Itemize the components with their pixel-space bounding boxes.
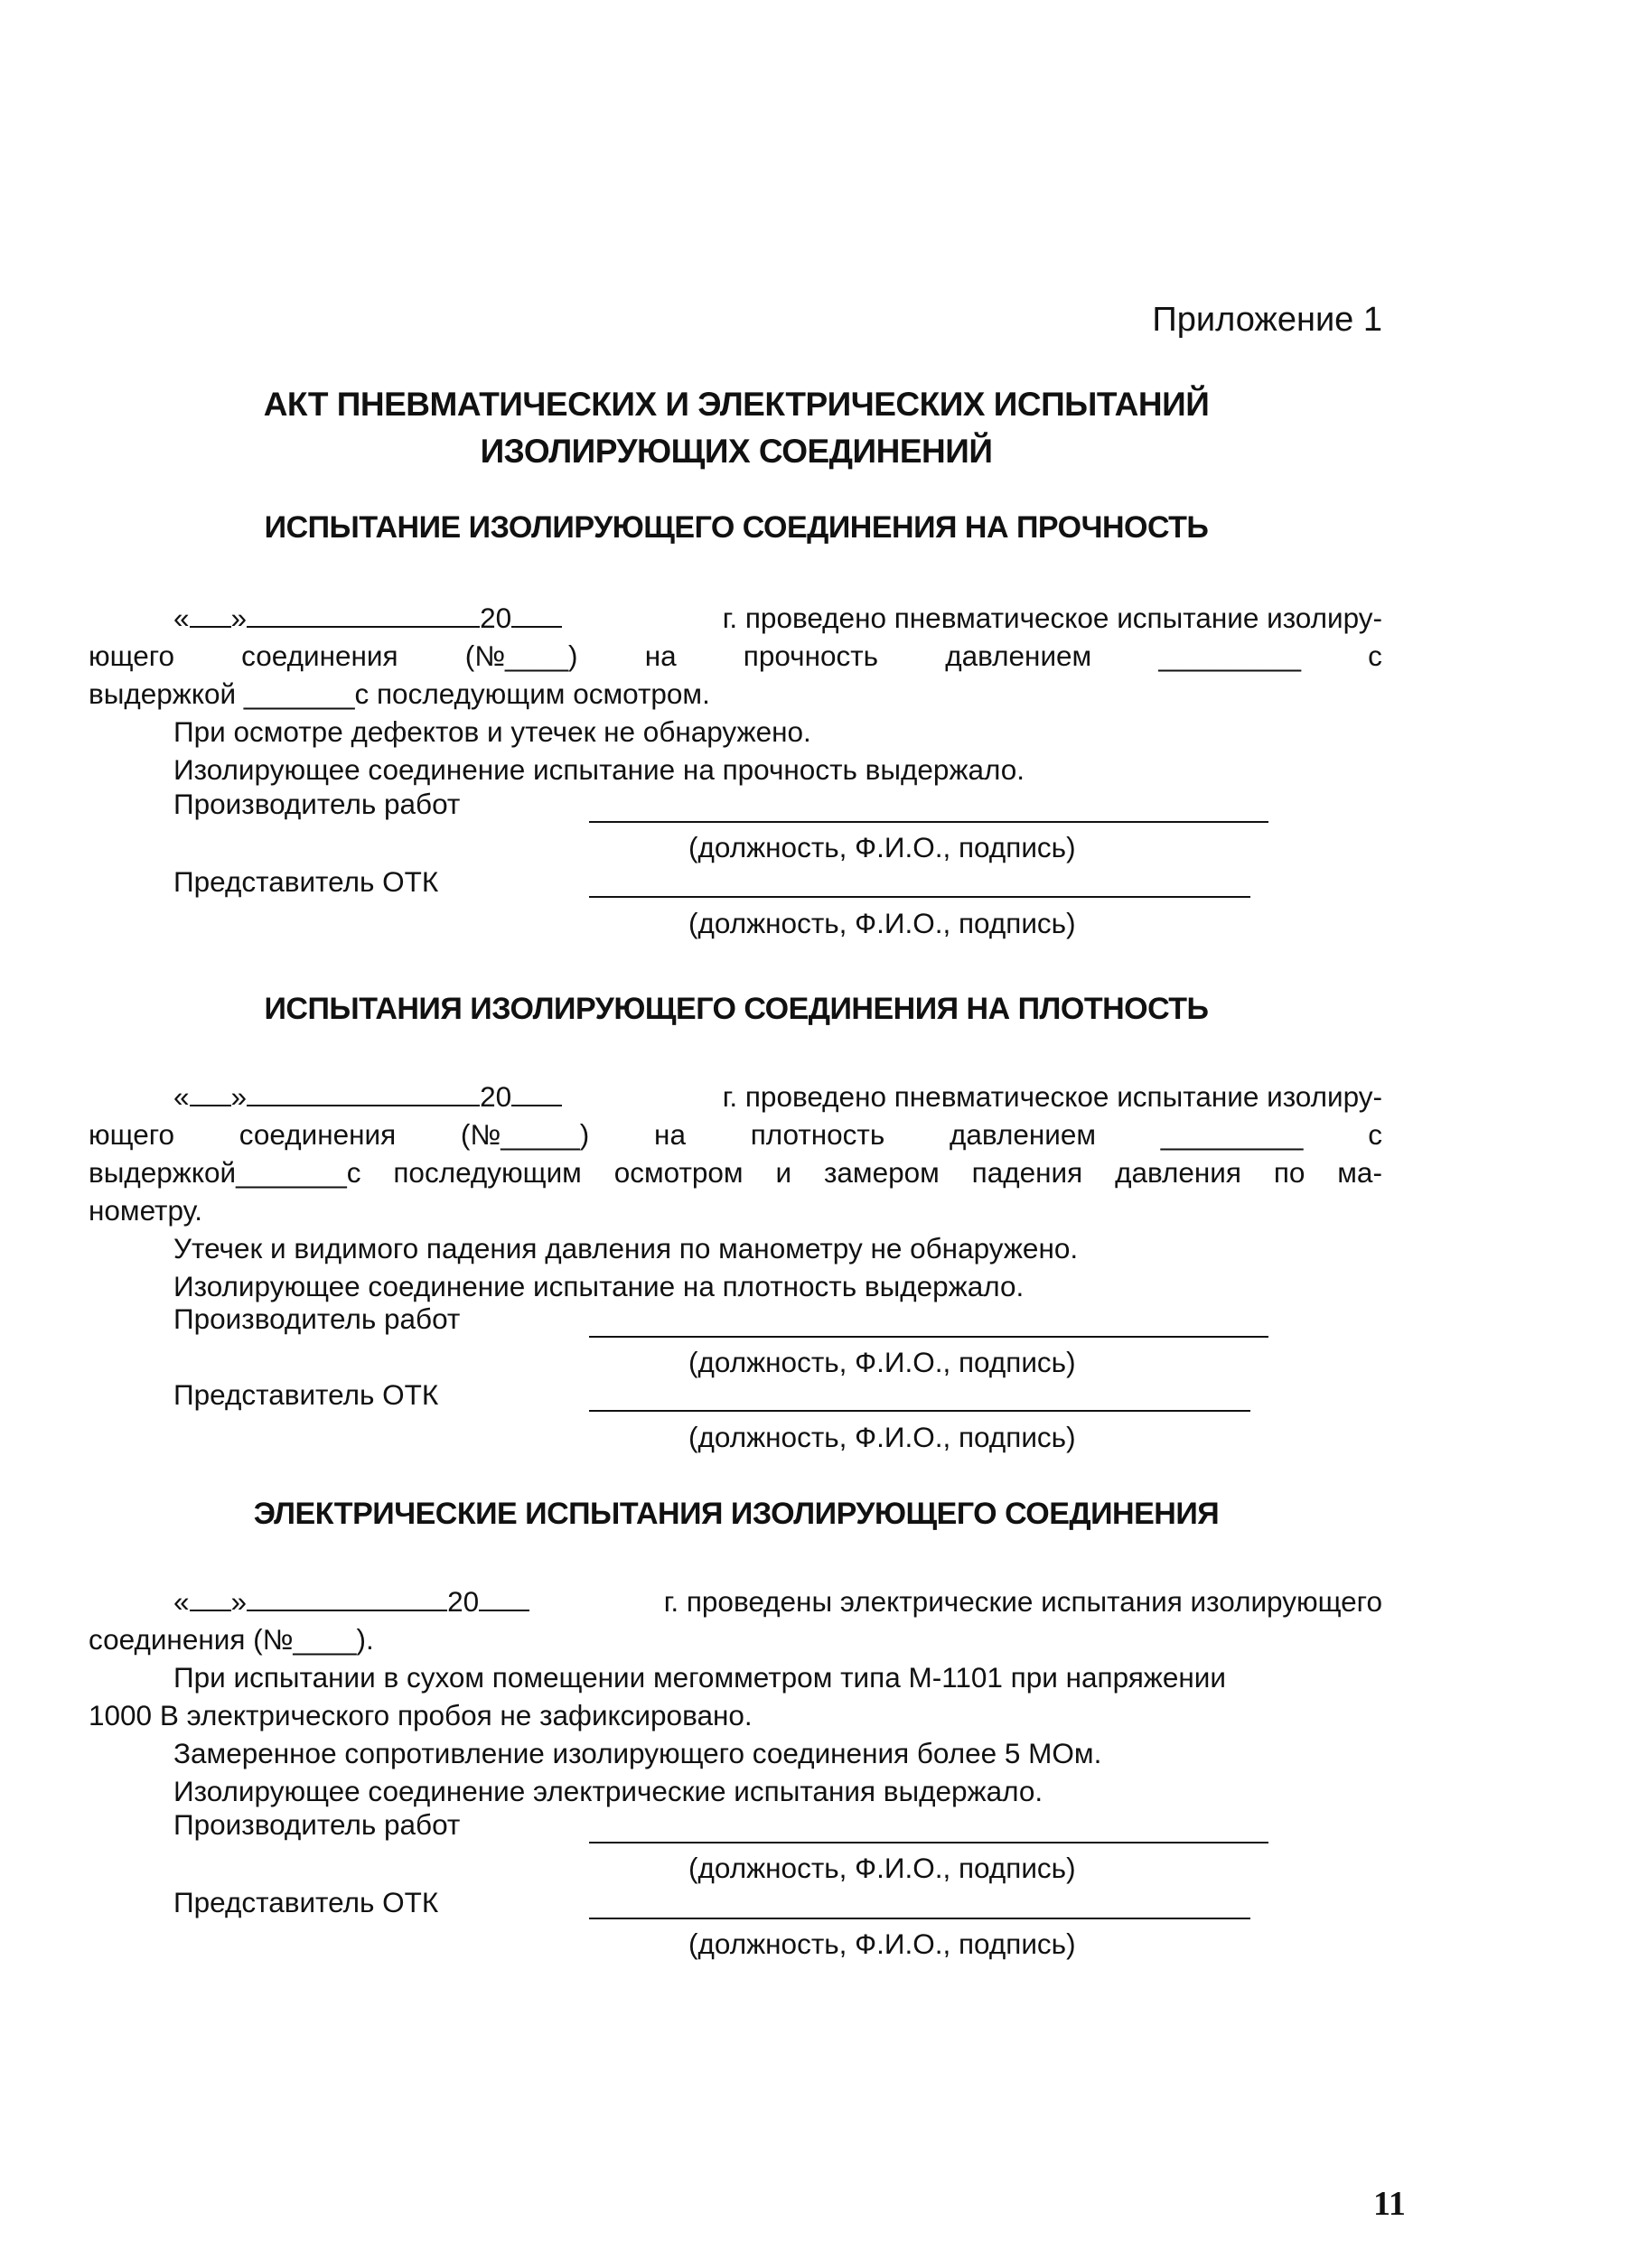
signature-label-qc: Представитель ОТК	[173, 865, 439, 898]
sentence-test-passed: Изолирующее соединение электрические испытания выдержало.	[173, 1775, 1043, 1807]
signature-line-qc[interactable]	[589, 896, 1250, 898]
signature-label-foreman: Производитель работ	[173, 1302, 461, 1335]
paragraph-line-2: ющего соединения (№____) на прочность давлением _________ с	[89, 639, 1382, 672]
section-heading-strength: ИСПЫТАНИЕ ИЗОЛИРУЮЩЕГО СОЕДИНЕНИЯ НА ПРОЧНОСТЬ	[264, 510, 1209, 545]
document-title	[0, 381, 1473, 475]
sentence-megohmmeter-line-1: При испытании в сухом помещении мегомметром типа М-1101 при напряжении	[173, 1661, 1226, 1694]
date-field: « » 20	[173, 1582, 529, 1620]
title-line-1: АКТ ПНЕВМАТИЧЕСКИХ И ЭЛЕКТРИЧЕСКИХ ИСПЫТАНИЙ	[263, 386, 1210, 423]
sentence-no-leaks: Утечек и видимого падения давления по манометру не обнаружено.	[173, 1232, 1079, 1265]
sentence-test-passed: Изолирующее соединение испытание на прочность выдержало.	[173, 753, 1025, 786]
signature-label-qc: Представитель ОТК	[173, 1886, 439, 1918]
signature-line-foreman[interactable]	[589, 821, 1268, 823]
signature-caption-foreman: (должность, Ф.И.О., подпись)	[688, 831, 1076, 863]
date-field: « » 20	[173, 599, 562, 637]
signature-label-foreman: Производитель работ	[173, 788, 461, 820]
appendix-label: Приложение 1	[1152, 301, 1382, 339]
signature-label-foreman: Производитель работ	[173, 1808, 461, 1841]
signature-caption-qc: (должность, Ф.И.О., подпись)	[688, 907, 1076, 939]
sentence-no-defects: При осмотре дефектов и утечек не обнаружено.	[173, 715, 811, 748]
signature-line-qc[interactable]	[589, 1918, 1250, 1919]
paragraph-line-3: выдержкой _______с последующим осмотром.	[89, 677, 710, 710]
section-strength-paragraph	[89, 599, 1382, 789]
signature-caption-foreman: (должность, Ф.И.О., подпись)	[688, 1346, 1076, 1378]
date-line: « » 20 г. проведены электрические испытания изолирующего	[89, 1582, 1382, 1620]
paragraph-line-2: ющего соединения (№_____) на плотность давлением _________ с	[89, 1118, 1382, 1151]
signature-line-foreman[interactable]	[589, 1842, 1268, 1843]
date-field: « » 20	[173, 1078, 562, 1115]
signature-caption-qc: (должность, Ф.И.О., подпись)	[688, 1927, 1076, 1960]
section-tightness-paragraph	[89, 1078, 1382, 1305]
title-line-2: ИЗОЛИРУЮЩИХ СОЕДИНЕНИЙ	[480, 433, 993, 470]
paragraph-line-4: нометру.	[89, 1194, 202, 1227]
sentence-resistance: Замеренное сопротивление изолирующего соединения более 5 МОм.	[173, 1737, 1102, 1769]
sentence-megohmmeter-line-2: 1000 В электрического пробоя не зафиксировано.	[89, 1699, 753, 1731]
section-heading-electrical: ЭЛЕКТРИЧЕСКИЕ ИСПЫТАНИЯ ИЗОЛИРУЮЩЕГО СОЕДИНЕНИЯ	[253, 1497, 1220, 1531]
page-number: 11	[1373, 2185, 1406, 2223]
signature-caption-foreman: (должность, Ф.И.О., подпись)	[688, 1852, 1076, 1884]
signature-label-qc: Представитель ОТК	[173, 1378, 439, 1411]
signature-caption-qc: (должность, Ф.И.О., подпись)	[688, 1421, 1076, 1453]
date-line: « » 20 г. проведено пневматическое испытание изолиру-	[89, 1078, 1382, 1115]
paragraph-line-2: соединения (№____).	[89, 1623, 374, 1656]
signature-line-qc[interactable]	[589, 1410, 1250, 1412]
date-line: « » 20 г. проведено пневматическое испытание изолиру-	[89, 599, 1382, 637]
section-electrical-paragraph	[89, 1582, 1382, 1810]
paragraph-line-3: выдержкой_______с последующим осмотром и замером падения давления по ма-	[89, 1156, 1382, 1189]
signature-line-foreman[interactable]	[589, 1336, 1268, 1338]
section-heading-tightness: ИСПЫТАНИЯ ИЗОЛИРУЮЩЕГО СОЕДИНЕНИЯ НА ПЛОТНОСТЬ	[264, 992, 1209, 1026]
sentence-test-passed: Изолирующее соединение испытание на плотность выдержало.	[173, 1270, 1025, 1302]
